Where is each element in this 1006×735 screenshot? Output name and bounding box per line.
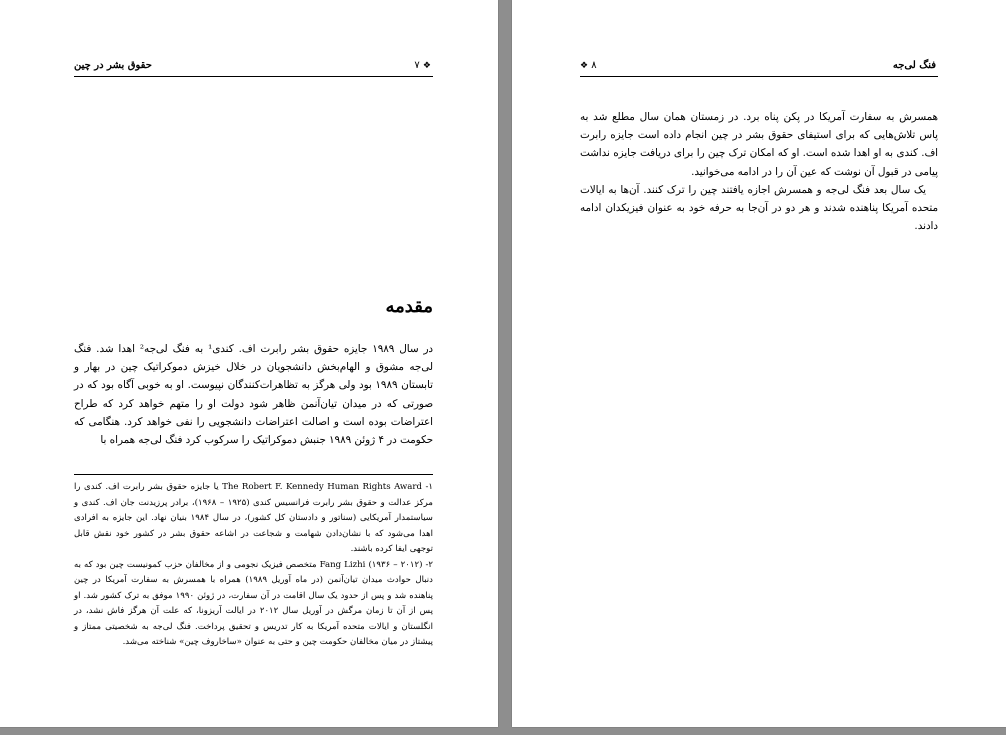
body-paragraph: یک سال بعد فنگ لی‌جه و همسرش اجازه یافتند چین را ترک کنند. آن‌ها به ایالات متحده آمریکا پناهنده شدند و هر دو در آن‌جا به حرفه خود به عنوان فیزیکدان ادامه دادند. (580, 183, 938, 233)
body-paragraph: همسرش به سفارت آمریکا در پکن پناه برد. در زمستان همان سال مطلع شد به پاس تلاش‌هایی که برای استیفای حقوق بشر در چین انجام داده است جایزه رابرت اف. کندی به او اهدا شده است. او که امکان ترک چین را برای دریافت جایزه نداشت پیامی در قبول آن نوشت که عین آن را در ادامه می‌خوانید. (580, 111, 938, 178)
page-number (580, 60, 597, 71)
running-header-title: حقوق بشر در چین (74, 60, 152, 71)
footnote-2 (74, 558, 433, 651)
right-page (512, 0, 1006, 727)
running-header-title: فنگ لی‌جه (892, 60, 936, 71)
ornament-icon: ❖ (422, 61, 431, 71)
footnote-marker: ۱- (425, 482, 434, 492)
footnote-english-term: Fang Lizhi (319, 559, 366, 570)
ornament-icon: ❖ (580, 61, 589, 71)
running-header (580, 58, 938, 77)
footnote-english-term: The Robert F. Kennedy Human Rights Award (222, 482, 423, 492)
left-page (0, 0, 498, 727)
footnotes (74, 480, 433, 651)
footnote-divider (74, 474, 433, 475)
section-heading: مقدمه (385, 296, 433, 317)
footnote-text: یا جایزه حقوق بشر رابرت اف. کندی را مرکز عدالت و حقوق بشر رابرت فرانسیس کندی (۱۹۲۵ – ۱۹۶۸)، برادر پرزیدنت جان اف. کندی و سیاستمدار آمریکایی (سناتور و دادستان کل کشور)، در سال ۱۹۸۴ بنیان نهاد. این جایزه به افرادی اهدا می‌شود که با نشان‌دادن شهامت و شجاعت در اشاعه حقوق بشر در کشور خود نقش قابل توجهی ایفا کرده باشند. (74, 482, 434, 554)
page-number-value: ۷ (414, 60, 420, 71)
footnote-marker: ۲- (425, 559, 433, 570)
footnote-1 (74, 480, 433, 558)
footnote-text: (۱۹۳۶ – ۲۰۱۲) متخصص فیزیک نجومی و از مخالفان حزب کمونیست چین بود که به دنبال حوادث میدان تیان‌آنمن (در ماه آوریل ۱۹۸۹) همراه با همسرش به سفارت آمریکا در چین پناهنده شد و پس از حدود یک سال اقامت در آن سفارت، در ژوئن ۱۹۹۰ موفق به ترک کشور شد. او پس از آن تا زمان مرگش در آوریل سال ۲۰۱۲ در ایالت آریزونا، که علت آن هرگز فاش نشد، در انگلستان و ایالات متحده آمریکا به کار تدریس و تحقیق پرداخت. فنگ لی‌جه به شخصیتی ممتاز و پیشتاز در میان مخالفان حکومت چین و حتی به عنوان «ساخاروف چین» شناخته می‌شد. (74, 559, 433, 647)
page-number-value: ۸ (591, 60, 597, 71)
body-text (580, 108, 938, 235)
running-header (74, 58, 433, 77)
body-paragraph: در سال ۱۹۸۹ جایزه حقوق بشر رابرت اف. کندی¹ به فنگ لی‌جه² اهدا شد. فنگ لی‌جه مشوق و الهام‌بخش دانشجویان در خلال خیزش دموکراتیک چین در بهار و تابستان ۱۹۸۹ بود ولی هرگز به تظاهرات‌کنندگان نپیوست. او به خوبی آگاه بود که در صورتی که در میدان تیان‌آنمن ظاهر شود دولت او را متهم خواهد کرد که طراح اعتراضات بوده است و اصالت اعتراضات دانشجویی را نفی خواهد کرد. هنگامی که حکومت در ۴ ژوئن ۱۹۸۹ جنبش دموکراتیک را سرکوب کرد فنگ لی‌جه همراه با (74, 343, 434, 447)
page-number (414, 60, 431, 71)
